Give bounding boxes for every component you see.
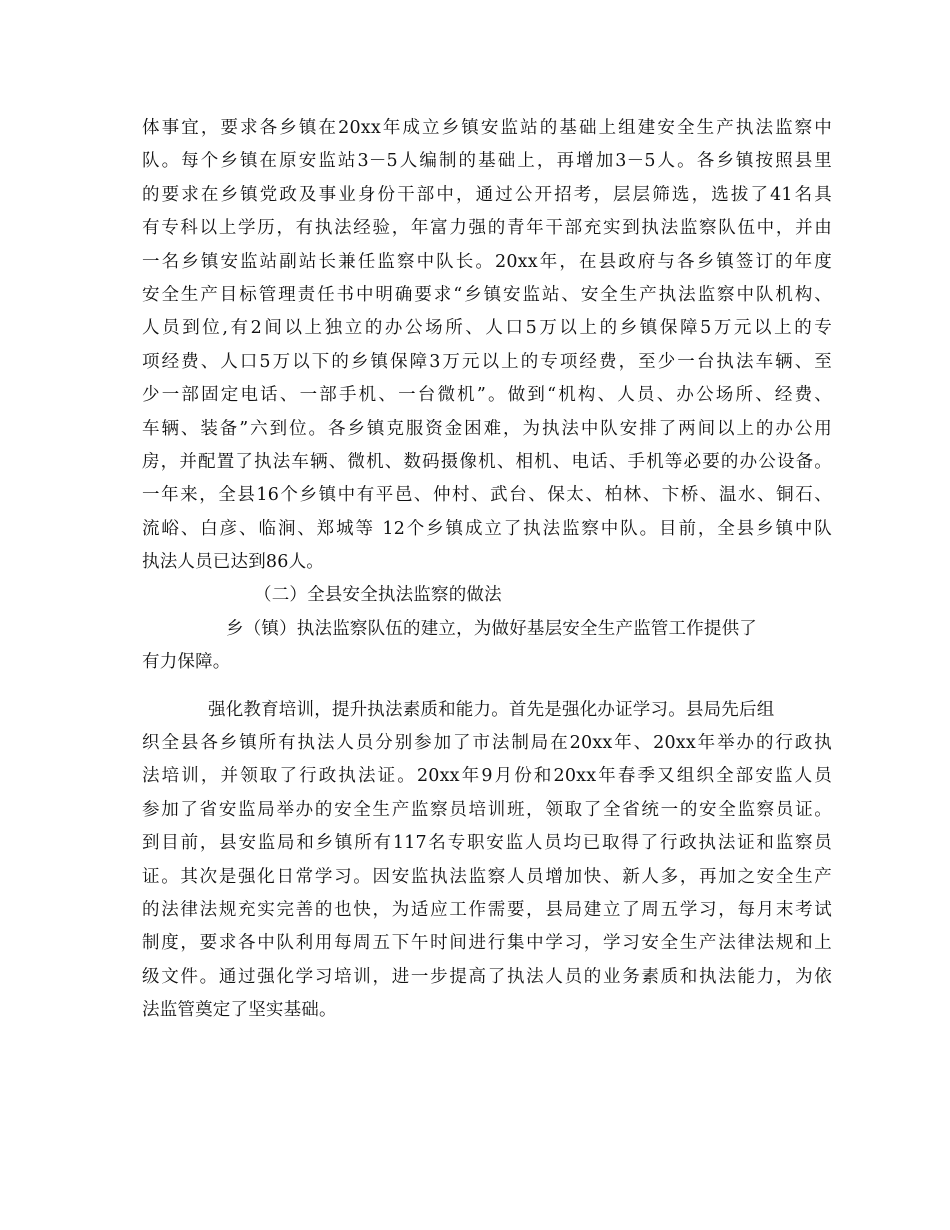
- text-line: 有专科以上学历，有执法经验，年富力强的青年干部充实到执法监察队伍中，并由: [142, 218, 832, 239]
- text-line: 执法人员已达到86人。: [142, 552, 324, 573]
- paragraph-gap: [142, 680, 832, 694]
- section-heading: （二）全县安全执法监察的做法: [254, 585, 502, 606]
- text-line: 法监管奠定了坚实基础。: [142, 1000, 337, 1021]
- text-line: 制度，要求各中队利用每周五下午时间进行集中学习，学习安全生产法律法规和上: [142, 933, 832, 954]
- text-line: 强化教育培训，提升执法素质和能力。首先是强化办证学习。县局先后组: [208, 699, 775, 720]
- text-line: 人员到位,有2间以上独立的办公场所、人口5万以上的乡镇保障5万元以上的专: [142, 318, 832, 339]
- text-line: 房，并配置了执法车辆、微机、数码摄像机、相机、电话、手机等必要的办公设备。: [142, 451, 832, 472]
- text-line: 流峪、白彦、临涧、郑城等 12个乡镇成立了执法监察中队。目前，全县乡镇中队: [142, 518, 832, 539]
- text-line: 队。每个乡镇在原安监站3－5人编制的基础上，再增加3－5人。各乡镇按照县里: [142, 151, 832, 172]
- text-line: 体事宜，要求各乡镇在20xx年成立乡镇安监站的基础上组建安全生产执法监察中: [142, 118, 832, 138]
- paragraph-3: [142, 694, 832, 1028]
- text-line: 一年来，全县16个乡镇中有平邑、仲村、武台、保太、柏林、卞桥、温水、铜石、: [142, 485, 832, 506]
- text-line: 证。其次是强化日常学习。因安监执法监察人员增加快、新人多，再加之安全生产: [142, 866, 832, 887]
- text-line: 级文件。通过强化学习培训，进一步提高了执法人员的业务素质和执法能力，为依: [142, 966, 832, 987]
- text-line: 有力保障。: [142, 652, 231, 673]
- text-line: 乡（镇）执法监察队伍的建立，为做好基层安全生产监管工作提供了: [226, 618, 757, 639]
- text-line: 项经费、人口5万以下的乡镇保障3万元以上的专项经费，至少一台执法车辆、至: [142, 351, 832, 372]
- document-body: [142, 112, 832, 1028]
- text-line: 参加了省安监局举办的安全生产监察员培训班，领取了全省统一的安全监察员证。: [142, 799, 832, 820]
- paragraph-2: [142, 613, 832, 680]
- text-line: 安全生产目标管理责任书中明确要求“乡镇安监站、安全生产执法监察中队机构、: [142, 284, 832, 305]
- text-line: 织全县各乡镇所有执法人员分别参加了市法制局在20xx年、20xx年举办的行政执: [142, 733, 832, 754]
- text-line: 的要求在乡镇党政及事业身份干部中，通过公开招考，层层筛选，选拔了41名具: [142, 184, 832, 205]
- text-line: 车辆、装备”六到位。各乡镇克服资金困难，为执法中队安排了两间以上的办公用: [142, 418, 832, 439]
- text-line: 的法律法规充实完善的也快，为适应工作需要，县局建立了周五学习，每月末考试: [142, 899, 832, 920]
- text-line: 一名乡镇安监站副站长兼任监察中队长。20xx年，在县政府与各乡镇签订的年度: [142, 251, 832, 272]
- text-line: 法培训，并领取了行政执法证。20xx年9月份和20xx年春季又组织全部安监人员: [142, 766, 832, 787]
- text-line: 少一部固定电话、一部手机、一台微机”。做到“机构、人员、办公场所、经费、: [142, 385, 832, 406]
- text-line: 到目前，县安监局和乡镇所有117名专职安监人员均已取得了行政执法证和监察员: [142, 833, 832, 854]
- paragraph-1: [142, 112, 832, 579]
